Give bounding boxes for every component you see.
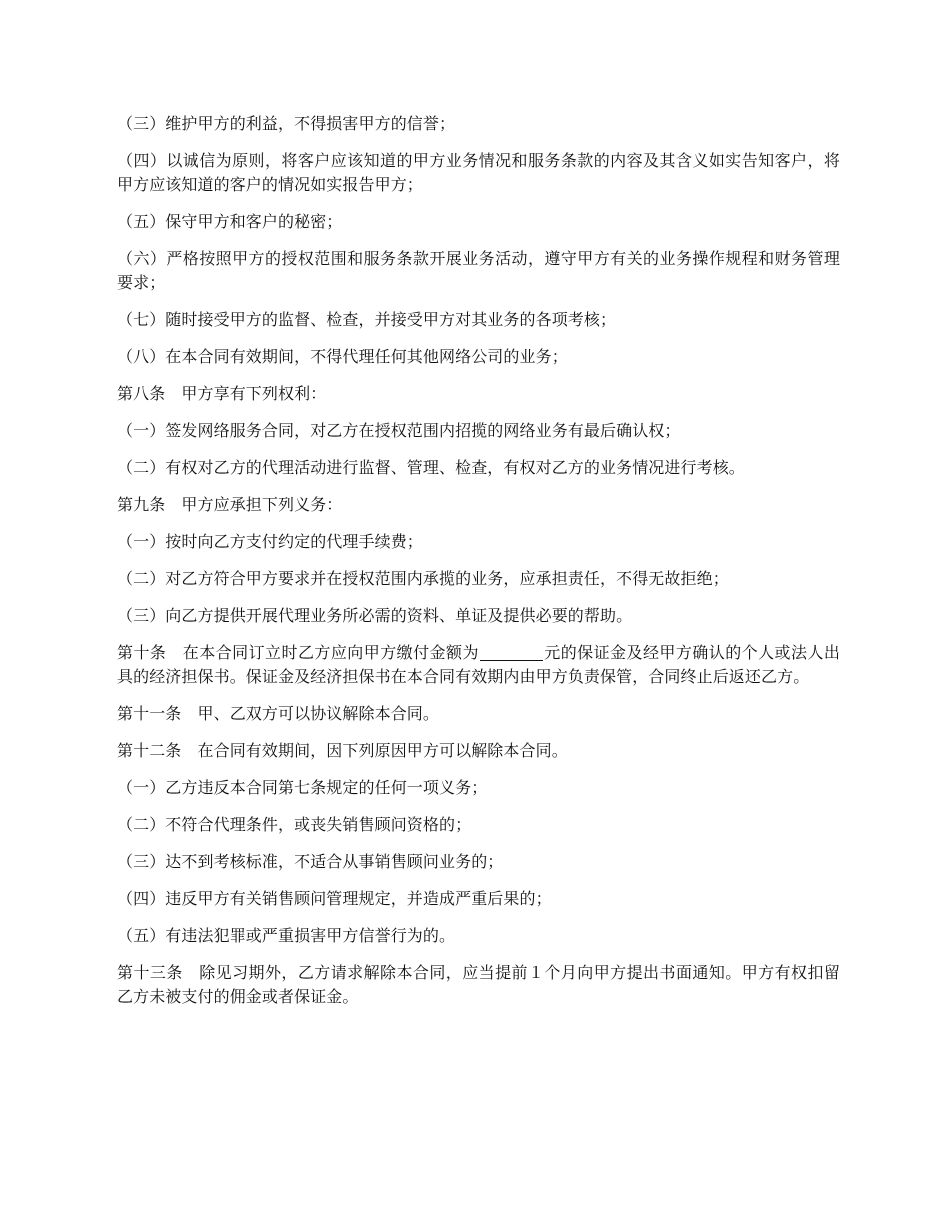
clause-7-item-7: （七）随时接受甲方的监督、检查，并接受甲方对其业务的各项考核； bbox=[117, 310, 617, 329]
article-8-heading: 第八条 甲方享有下列权利： bbox=[117, 384, 327, 403]
clause-12-item-5: （五）有违法犯罪或严重损害甲方信誉行为的。 bbox=[117, 926, 456, 945]
clause-9-item-1: （一）按时向乙方支付约定的代理手续费； bbox=[117, 532, 423, 551]
article-12-heading: 第十二条 在合同有效期间，因下列原因甲方可以解除本合同。 bbox=[117, 741, 568, 760]
article-13: 第十三条 除见习期外，乙方请求解除本合同，应当提前１个月向甲方提出书面通知。甲方有权扣留乙方未被支付的佣金或者保证金。 bbox=[117, 963, 840, 1006]
clause-12-item-2: （二）不符合代理条件，或丧失销售顾问资格的； bbox=[117, 815, 472, 834]
article-9-heading: 第九条 甲方应承担下列义务： bbox=[117, 495, 343, 514]
clause-8-item-1: （一）签发网络服务合同，对乙方在授权范围内招揽的网络业务有最后确认权； bbox=[117, 421, 681, 440]
clause-9-item-2: （二）对乙方符合甲方要求并在授权范围内承揽的业务，应承担责任，不得无故拒绝； bbox=[117, 569, 729, 588]
clause-12-item-1: （一）乙方违反本合同第七条规定的任何一项义务； bbox=[117, 778, 488, 797]
clause-12-item-4: （四）违反甲方有关销售顾问管理规定，并造成严重后果的； bbox=[117, 889, 552, 908]
clause-12-item-3: （三）达不到考核标准，不适合从事销售顾问业务的； bbox=[117, 852, 504, 871]
clause-7-item-4: （四）以诚信为原则，将客户应该知道的甲方业务情况和服务条款的内容及其含义如实告知客户，将甲方应该知道的客户的情况如实报告甲方； bbox=[117, 151, 840, 194]
article-10 bbox=[117, 641, 840, 689]
clause-9-item-3: （三）向乙方提供开展代理业务所必需的资料、单证及提供必要的帮助。 bbox=[117, 606, 633, 625]
article-10-text-before: 第十条 在本合同订立时乙方应向甲方缴付金额为 bbox=[117, 643, 479, 662]
clause-7-item-6: （六）严格按照甲方的授权范围和服务条款开展业务活动，遵守甲方有关的业务操作规程和财务管理要求； bbox=[117, 249, 840, 292]
article-11: 第十一条 甲、乙双方可以协议解除本合同。 bbox=[117, 704, 440, 723]
clause-7-item-8: （八）在本合同有效期间，不得代理任何其他网络公司的业务； bbox=[117, 347, 568, 366]
clause-7-item-5: （五）保守甲方和客户的秘密； bbox=[117, 212, 343, 231]
clause-8-item-2: （二）有权对乙方的代理活动进行监督、管理、检查，有权对乙方的业务情况进行考核。 bbox=[117, 458, 745, 477]
deposit-amount-blank bbox=[480, 642, 543, 661]
document-page bbox=[117, 112, 840, 1022]
article-10-text-after: 元的保证金及经甲方确认的个人或法人出具的经济担保书。保证金及经济担保书在本合同有效期内由甲方负责保管，合同终止后返还乙方。 bbox=[117, 643, 840, 686]
clause-7-item-3: （三）维护甲方的利益，不得损害甲方的信誉； bbox=[117, 114, 456, 133]
